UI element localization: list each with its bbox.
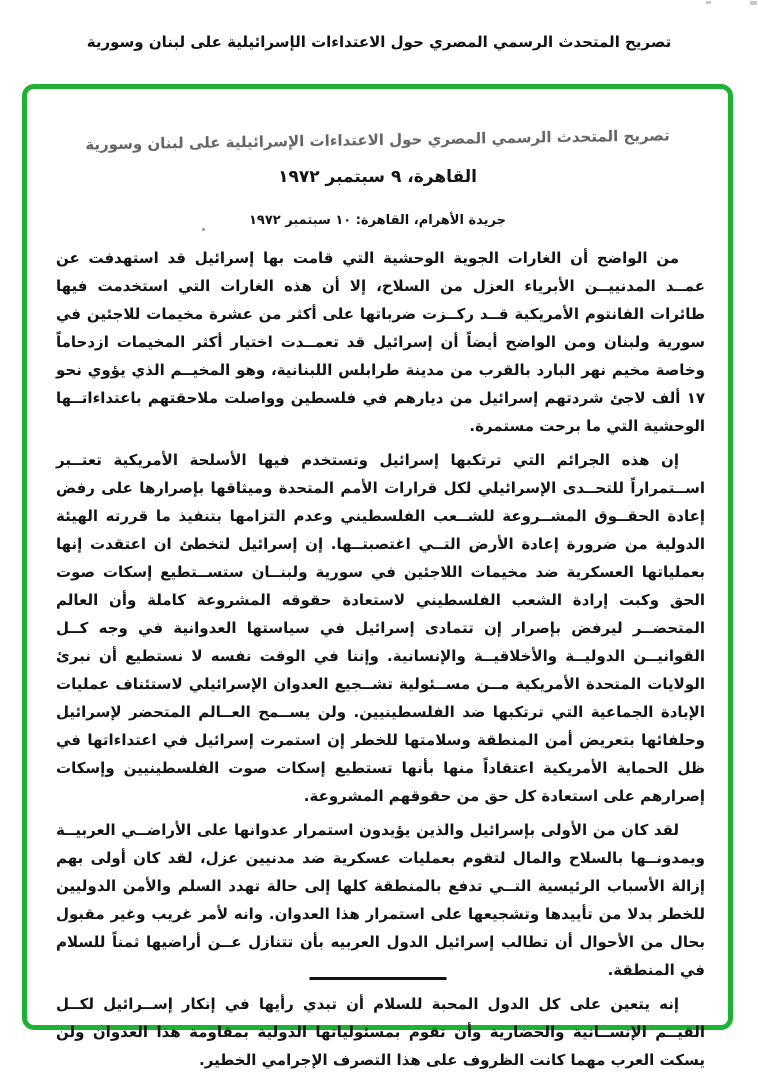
document-body [56, 244, 705, 1078]
page-title: تصريح المتحدث الرسمي المصري حول الاعتداءات الإسرائيلية على لبنان وسورية [86, 33, 672, 51]
paragraph-4: إنه يتعين على كل الدول المحبة للسلام أن تبدي رأيها في إنكار إســرائيل لكــل القيــم الإنســانية والحضارية وأن تقوم بمسئولياتها الدولية بمقاومة هذا العدوان ولن يسكت العرب مهما كانت الظروف على هذا التصرف الإجرامي الخطير. [56, 995, 705, 1069]
paragraph-1: من الواضح أن الغارات الجوية الوحشية التي قامت بها إسرائيل قد استهدفت عن عمــد المدنييــن الأبرياء العزل من السلاح، إلا أن هذه الغارات التي استخدمت فيها طائرات الفانتوم الأمريكية قــد ركــزت ضرباتها على أكثر من عشرة مخيمات للاجئين في سورية ولبنان ومن الواضح أيضاً أن إسرائيل قد تعمــدت اختيار أكثر المخيمات ازدحاماً وخاصة مخيم نهر البارد بالقرب من مدينة طرابلس اللبنانية، وهو المخيــم الذي يؤوي نحو ١٧ ألف لاجئ شردتهم إسرائيل من ديارهم في فلسطين وواصلت ملاحقتهم باعتداءاتــها الوحشية التي ما برحت مستمرة. [56, 249, 705, 435]
document-source-citation: جريدة الأهرام، القاهرة: ١٠ سبتمبر ١٩٧٢ [249, 213, 506, 228]
end-of-text-divider [309, 977, 446, 980]
document-title-faded: تصريح المتحدث الرسمي المصري حول الاعتداءات الإسرائيلية على لبنان وسورية [85, 126, 670, 154]
scan-artifact-speck [706, 1, 711, 4]
document-dateline: القاهرة، ٩ سبتمبر ١٩٧٢ [278, 167, 477, 187]
paragraph-2: إن هذه الجرائم التي ترتكبها إسرائيل وتستخدم فيها الأسلحة الأمريكية تعتــبر اســتمراراً للتحــدى الإسرائيلي لكل قرارات الأمم المتحدة وميثاقها بإصرارها على رفض إعادة الحقــوق المشــروعة للشــعب الفلسطيني وعدم التزامها بتنفيذ ما قررته الهيئة الدولية من ضرورة إعادة الأرض التــي اغتصبتــها. إن إسرائيل لتخطئ ان اعتقدت إنها بعملياتها العسكرية ضد مخيمات اللاجئين في سورية ولبنــان ستســتطيع إسكات صوت الحق وكبت إرادة الشعب الفلسطيني لاستعادة حقوقه المشروعة كاملة وأن العالم المتحضــر ليرفض بإصرار إن تتمادى إسرائيل في سياستها العدوانية في وجه كــل القوانيــن الدوليــة والأخلاقيــة والإنسانية. وإننا في الوقت نفسه لا نستطيع أن نبرئ الولايات المتحدة الأمريكية مــن مســئولية تشــجيع العدوان الإسرائيلي لاستئناف عمليات الإبادة الجماعية التي ترتكبها ضد الفلسطينيين. ولن يســمح العــالم المتحضر لإسرائيل وحلفائها بتعريض أمن المنطقة وسلامتها للخطر إن استمرت إسرائيل في اعتداءاتها في ظل الحماية الأمريكية اعتقاداً منها بأنها تستطيع إسكات صوت الفلسطينيين وإسكات إصرارهم على استعادة كل حق من حقوقهم المشروعة. [56, 451, 705, 805]
scan-artifact-speck [750, 1, 757, 5]
document-green-frame [22, 84, 733, 1069]
paragraph-3: لقد كان من الأولى بإسرائيل والذين يؤيدون استمرار عدوانها على الأراضــي العربيــة ويمدونــها بالسلاح والمال لتقوم بعمليات عسكرية ضد مدنيين عزل، لقد كان أولى بهم إزالة الأسباب الرئيسية التــي تدفع بالمنطقة كلها إلى حالة تهدد السلم والأمن الدوليين للخطر بدلا من تأييدها وتشجيعها على استمرار هذا العدوان. وانه لأمر غريب وغير مقبول بحال من الأحوال أن تطالب إسرائيل الدول العربيه بأن تتنازل عــن أراضيها ثمناً للسلام في المنطقة. [56, 821, 705, 979]
scan-artifact-dot [202, 228, 205, 231]
